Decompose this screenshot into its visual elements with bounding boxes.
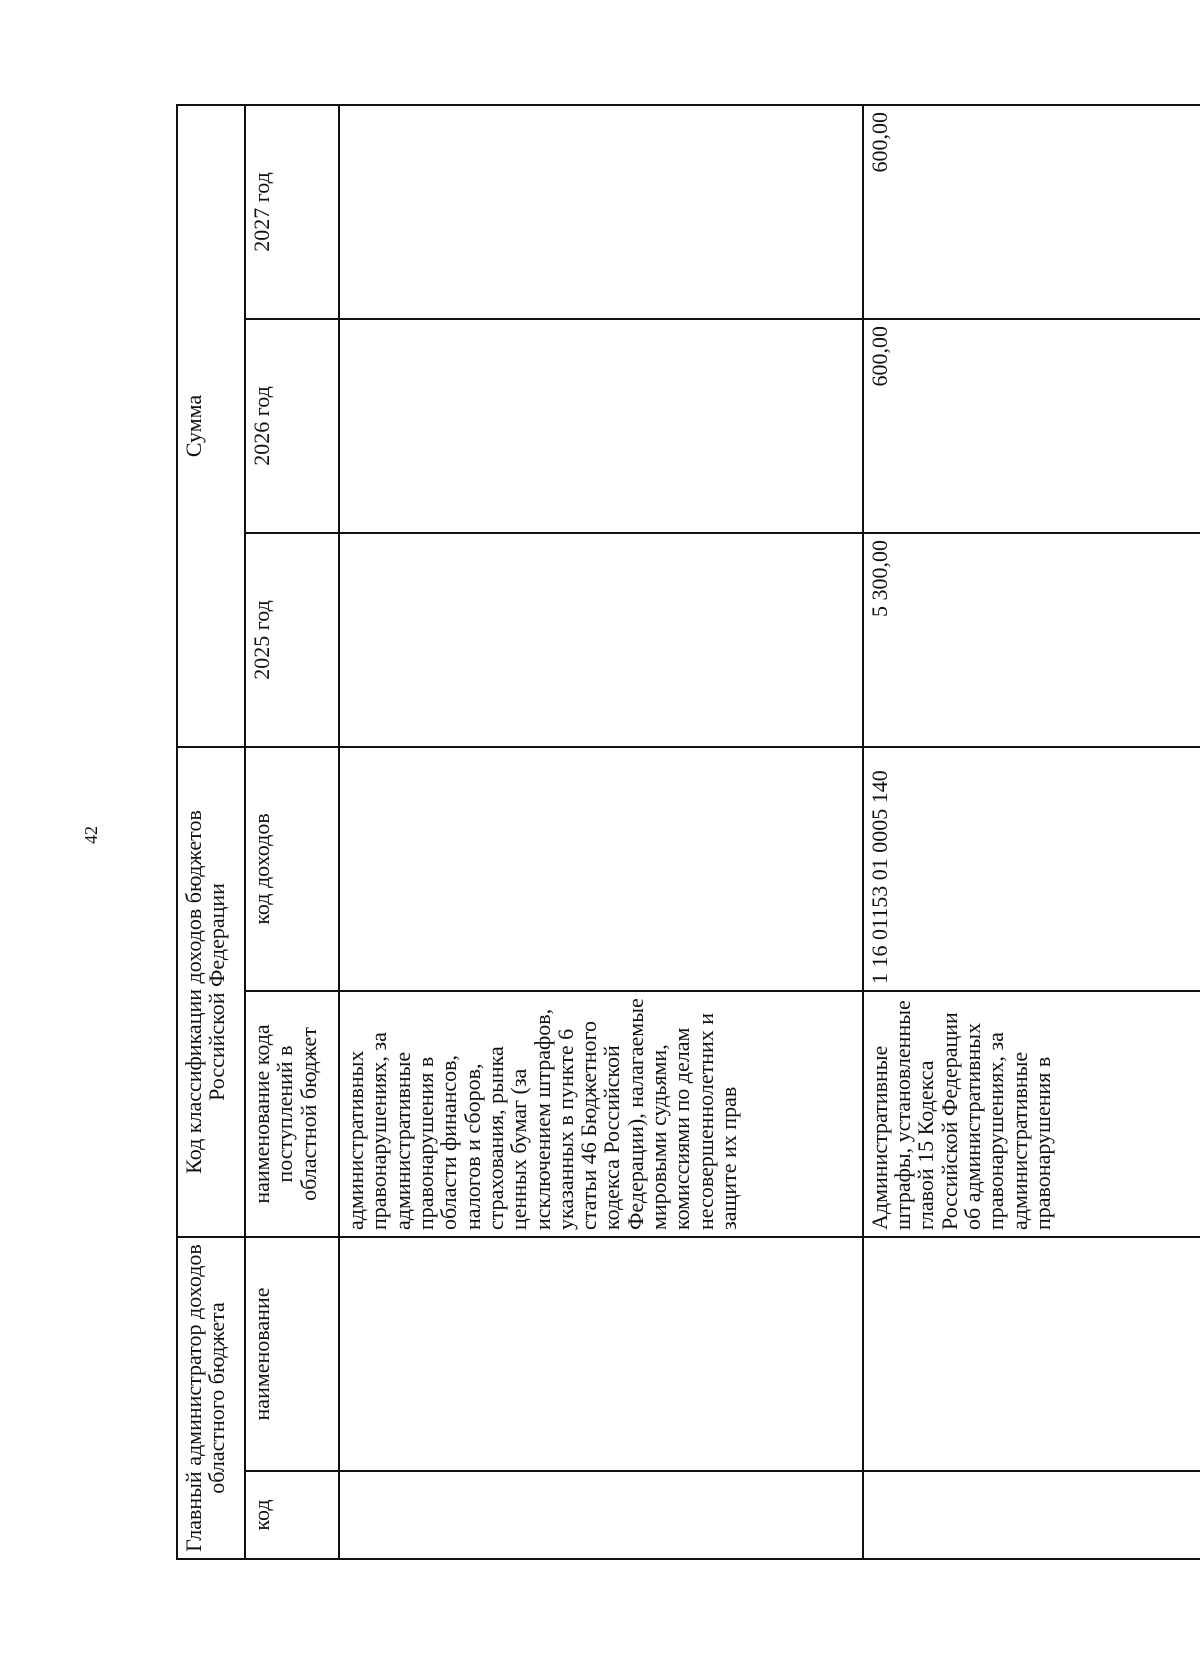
header-year-2026: 2026 год	[245, 319, 339, 533]
header-admin-name: наименование	[245, 1237, 339, 1471]
cell-revenue-name: административных правонарушениях, за административные правонарушения в области финансов, налогов и сборов, страхования, рынка ценных бумаг (за исключением штрафов, указанных в пункте 6 статьи 46 Бюджетного кодекса Российской Федерации), налагаемые мировыми судьями, комиссиями по делам несовершеннолетних и защите их прав	[339, 991, 863, 1237]
header-row-columns	[245, 105, 339, 1559]
header-admin-code: код	[245, 1471, 339, 1559]
cell-sum-2027: 600,00	[863, 105, 1200, 319]
cell-admin-name	[863, 1237, 1200, 1471]
header-sum-group: Сумма	[177, 105, 245, 747]
revenue-table	[176, 104, 1200, 1560]
cell-revenue-code	[339, 747, 863, 991]
table-row	[339, 105, 863, 1559]
cell-admin-code	[339, 1471, 863, 1559]
cell-sum-2025	[339, 533, 863, 747]
cell-sum-2026	[339, 319, 863, 533]
cell-sum-2026: 600,00	[863, 319, 1200, 533]
cell-revenue-code: 1 16 01153 01 0005 140	[863, 747, 1200, 991]
header-year-2027: 2027 год	[245, 105, 339, 319]
header-revenue-name: наименование кода поступлений в областной бюджет	[245, 991, 339, 1237]
header-year-2025: 2025 год	[245, 533, 339, 747]
header-admin-group: Главный администратор доходов областного бюджета	[177, 1237, 245, 1559]
cell-sum-2025: 5 300,00	[863, 533, 1200, 747]
cell-admin-name	[339, 1237, 863, 1471]
page-number: 42	[81, 826, 101, 844]
cell-sum-2027	[339, 105, 863, 319]
cell-admin-code	[863, 1471, 1200, 1559]
cell-revenue-name: Административные штрафы, установленные главой 15 Кодекса Российской Федерации об административных правонарушениях, за административные правонарушения в	[863, 991, 1200, 1237]
header-revenue-code: код доходов	[245, 747, 339, 991]
header-classification-group: Код классификации доходов бюджетов Российской Федерации	[177, 747, 245, 1237]
table-row	[863, 105, 1200, 1559]
rotated-table-container	[176, 106, 1200, 1560]
header-row-groups	[177, 105, 245, 1559]
